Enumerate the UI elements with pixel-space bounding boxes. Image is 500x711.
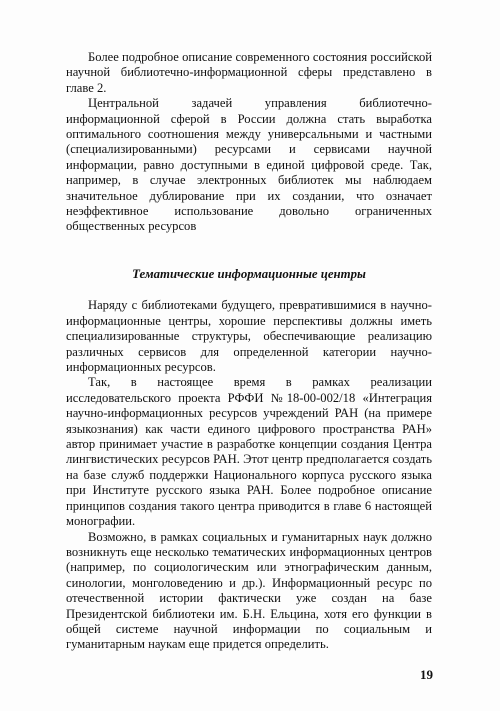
paragraph-3: Наряду с библиотеками будущего, превратившимися в научно-информационные центры, хорошие перспективы должны иметь специализированные структуры, обеспечивающие реализацию различных сервисов для определенной категории научно-информационных ресурсов. bbox=[66, 298, 432, 375]
page-number: 19 bbox=[420, 667, 433, 682]
paragraph-4: Так, в настоящее время в рамках реализации исследовательского проекта РФФИ №18-00-002/18 «Интеграция научно-информационных ресурсов учреждений РАН (на примере языкознания) как части единого цифрового пространства РАН» автор принимает участие в разработке концепции создания Центра лингвистических ресурсов РАН. Этот центр предполагается создать на базе служб поддержки Национального корпуса русского языка при Институте русского языка РАН. Более подробное описание принципов создания такого центра приводится в главе 6 настоящей монографии. bbox=[66, 375, 432, 529]
paragraph-2: Центральной задачей управления библиотечно-информационной сферой в России должна стать выработка оптимального соотношения между универсальными и частными (специализированными) ресурсами и сервисами научной информации, равно доступными в единой цифровой среде. Так, например, в случае электронных библиотек мы наблюдаем значительное дублирование при их создании, что означает неэффективное использование довольно ограниченных общественных ресурсов bbox=[66, 96, 432, 234]
section-text-block bbox=[66, 255, 432, 653]
intro-text-block bbox=[66, 50, 432, 235]
paragraph-1: Более подробное описание современного состояния российской научной библиотечно-информационной сферы представлено в главе 2. bbox=[66, 50, 432, 95]
section-heading: Тематические информационные центры bbox=[132, 267, 366, 281]
paragraph-5: Возможно, в рамках социальных и гуманитарных наук должно возникнуть еще несколько тематических информационных центров (например, по социологическим или этнографическим данным, синологии, монголоведению и др.). Информационный ресурс по отечественной истории фактически уже создан на базе Президентской библиотеки им. Б.Н. Ельцина, хотя его функции в общей системе научной информации по социальным и гуманитарным наукам еще придется определить. bbox=[66, 529, 432, 652]
